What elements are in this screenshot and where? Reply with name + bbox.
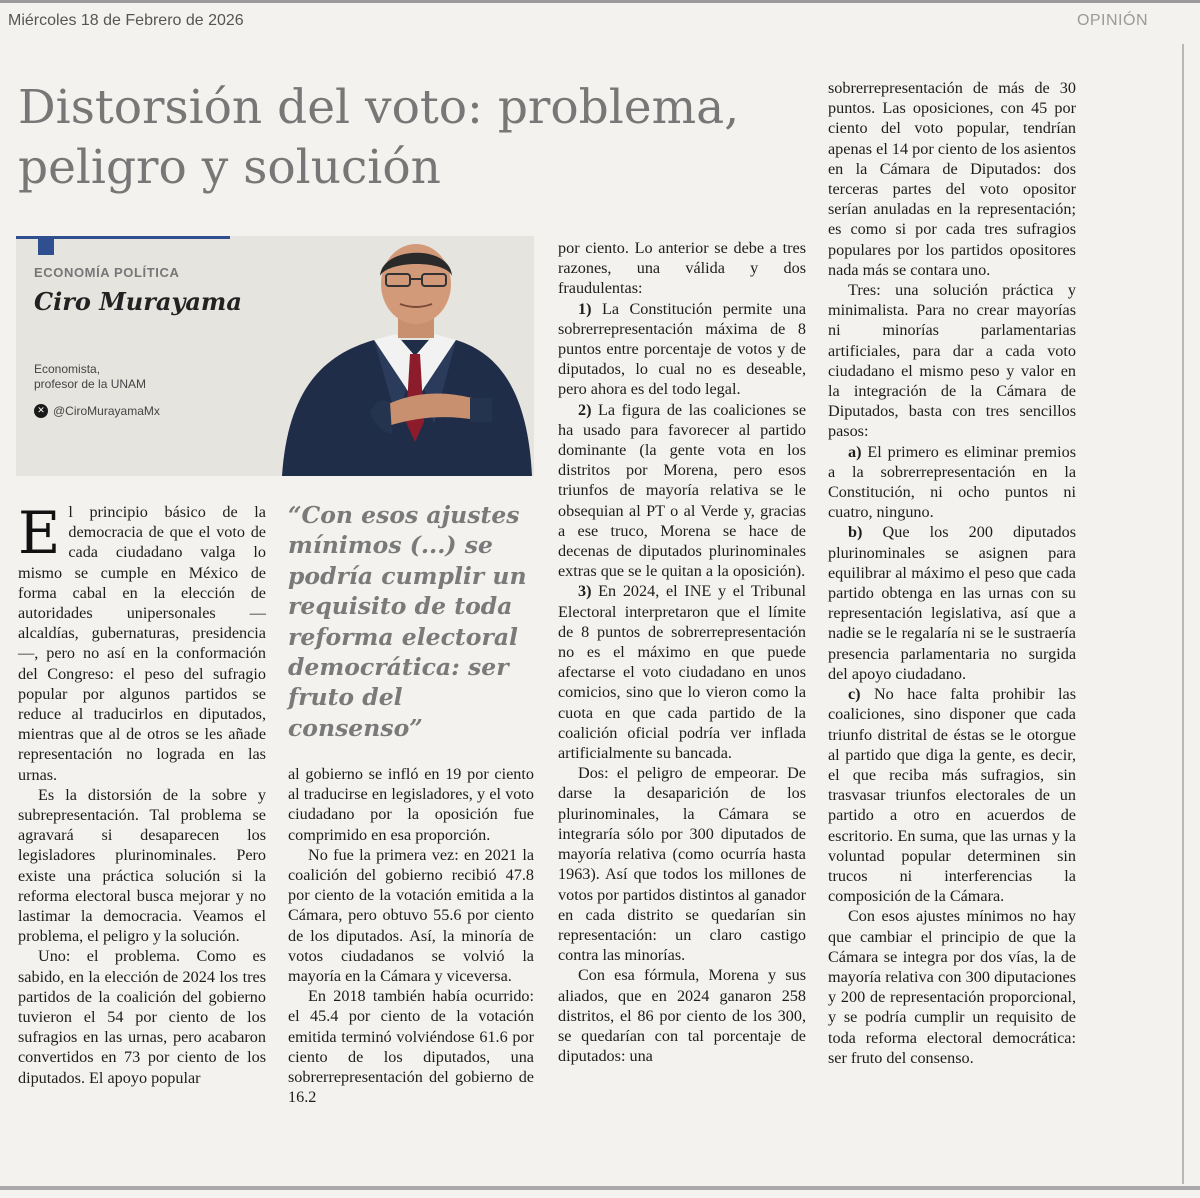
body-paragraph: Con esos ajustes mínimos no hay que cambiar el principio de que la Cámara se integra por dos vías, la de mayoría relativa con 300 diputaciones y 200 de representación proporcional, y se podría cumplir un requisito de toda reforma electoral democrática: ser fruto del consenso.	[828, 907, 1076, 1067]
body-paragraph: Tres: una solución práctica y minimalista. Para no crear mayorías ni minorías parlamentarias artificiales, para dar a cada voto ciudadano el mismo peso y valor en la integración de la Cámara de Diputados, basta con tres sencillos pasos:	[828, 281, 1076, 441]
author-name: Ciro Murayama	[34, 287, 242, 316]
list-paragraph	[558, 400, 806, 582]
list-number: a)	[848, 442, 862, 461]
body-paragraph: No fue la primera vez: en 2021 la coalición del gobierno recibió 47.8 por ciento de la votación emitida a la Cámara, pero obtuvo 55.6 por ciento de los diputados. Así, la minoría de votos ciudadanos se volvió la mayoría en la Cámara y viceversa.	[288, 845, 534, 986]
body-paragraph: por ciento. Lo anterior se debe a tres razones, una válida y dos fraudulentas:	[558, 239, 806, 298]
bottom-rule	[0, 1186, 1200, 1190]
list-number: b)	[848, 523, 863, 542]
author-role-line: Economista,	[34, 362, 101, 376]
body-paragraph: l principio básico de la democracia de que el voto de cada ciudadano valga lo mismo se cumple en México de forma cabal en la elección de autoridades unipersonales —alcaldías, gubernaturas, presidencia—, pero no así en la conformación del Congreso: el peso del sufragio popular por algunos partidos se reduce al traducirlos en diputados, mientras que al de otros se les añade representación no lograda en las urnas.	[18, 503, 266, 784]
list-text: En 2024, el INE y el Tribunal Electoral interpretaron que el límite de 8 puntos de sobrerrepresentación no es el máximo en que puede afectarse el voto ciudadano en unos comicios, sino que lo vieron como la cuota en que cada partido de la coalición oficial podría ver inflada artificialmente su bancada.	[558, 582, 806, 763]
article-headline: Distorsión del voto: problema, peligro y solución	[18, 80, 740, 195]
body-paragraph: sobrerrepresentación de más de 30 puntos. Las oposiciones, con 45 por ciento del voto popular, tendrían apenas el 14 por ciento de los asientos en la Cámara de Diputados: dos terceras partes del voto opositor serían anuladas en la representación; es como si por cada tres sufragios populares por los partidos opositores nada más se contara uno.	[828, 79, 1076, 279]
author-twitter-handle: @CiroMurayamaMx	[53, 404, 160, 418]
list-paragraph	[828, 442, 1076, 523]
list-paragraph	[558, 581, 806, 763]
article-column-4	[828, 78, 1076, 1068]
author-social	[34, 404, 160, 418]
body-paragraph: En 2018 también había ocurrido: el 45.4 por ciento de la votación emitida terminó volviéndose 61.6 por ciento de los diputados, una sobrerrepresentación del gobierno de 16.2	[288, 987, 534, 1107]
article-column-2	[288, 764, 534, 1107]
list-paragraph	[828, 684, 1076, 906]
page-edge-rule	[1182, 44, 1184, 1184]
body-paragraph: al gobierno se infló en 19 por ciento al traducirse en legisladores, y el voto ciudadano por la oposición fue comprimido en esa proporción.	[288, 765, 534, 844]
list-text: La figura de las coaliciones se ha usado para favorecer al partido dominante (la gente vota en los distritos por Morena, pero esos triunfos de mayoría relativa se le obsequian al PT o al Verde y, gracias a ese truco, Morena se hace de decenas de diputados plurinominales extras que se le quitan a la oposición).	[558, 400, 806, 581]
list-text: El primero es eliminar premios a la sobrerrepresentación en la Constitución, ni ocho puntos ni cuatro, ninguno.	[828, 442, 1076, 522]
drop-cap: E	[18, 499, 61, 567]
article-column-1	[18, 499, 266, 1088]
list-text: No hace falta prohibir las coaliciones, sino disponer que cada triunfo distrital de éstas se le otorgue al partido que diga la gente, es decir, el que reciba más sufragios, sin trasvasar triunfos electorales de un partido a otro en acuerdos de escritorio. En suma, que las urnas y la voluntad popular determinen sin trucos ni interferencias la composición de la Cámara.	[828, 685, 1076, 906]
body-paragraph: Con esa fórmula, Morena y sus aliados, que en 2024 ganaron 258 distritos, el 86 por ciento de los 300, se quedarían con tal porcentaje de diputados: una	[558, 966, 806, 1066]
section-label: OPINIÓN	[1076, 12, 1148, 29]
bookmark-icon	[38, 239, 54, 255]
list-paragraph	[828, 522, 1076, 684]
body-paragraph: Es la distorsión de la sobre y subrepresentación. Tal problema se agravará si desaparecen los legisladores plurinominales. Pero existe una práctica solución si la reforma electoral busca mejorar y no lastimar la democracia. Veamos el problema, el peligro y la solución.	[18, 785, 266, 946]
column-name: ECONOMÍA POLÍTICA	[34, 265, 180, 280]
body-paragraph: Dos: el peligro de empeorar. De darse la desaparición de los plurinominales, la Cámara se integraría sólo por 300 diputados de mayoría relativa (como ocurría hasta 1963). Así que todos los millones de votos por partidos distintos al ganador en cada distrito se quedarían sin representación: un claro castigo contra las minorías.	[558, 764, 806, 965]
article-column-3	[558, 238, 806, 1066]
author-role	[34, 362, 234, 392]
list-paragraph	[558, 299, 806, 400]
list-number: 3)	[578, 582, 592, 601]
list-number: 1)	[578, 299, 592, 318]
author-photo	[274, 236, 534, 476]
author-box	[16, 236, 534, 476]
author-role-line: profesor de la UNAM	[34, 377, 147, 391]
x-logo-icon: ✕	[34, 404, 48, 418]
top-rule	[0, 0, 1200, 3]
list-text: La Constitución permite una sobrerrepresentación máxima de 8 puntos entre porcentaje de votos y de diputados, lo cual no es deseable, pero ahora es del todo legal.	[558, 299, 806, 399]
list-number: 2)	[578, 400, 592, 419]
issue-date: Miércoles 18 de Febrero de 2026	[8, 12, 244, 29]
pull-quote: “Con esos ajustes mínimos (...) se podría cumplir un requisito de toda reforma electoral democrática: ser fruto del consenso”	[288, 501, 527, 742]
body-paragraph: Uno: el problema. Como es sabido, en la elección de 2024 los tres partidos de la coalición del gobierno tuvieron el 54 por ciento de los sufragios en las urnas, pero acabaron convertidos en 73 por ciento de los diputados. El apoyo popular	[18, 947, 266, 1087]
list-text: Que los 200 diputados plurinominales se asignen para equilibrar al máximo el peso que cada partido obtenga en las urnas con su representación legislativa, así que a nadie se le regalaría ni se le sustraería presencia parlamentaria no surgida del apoyo ciudadano.	[828, 523, 1076, 683]
list-number: c)	[848, 685, 861, 704]
